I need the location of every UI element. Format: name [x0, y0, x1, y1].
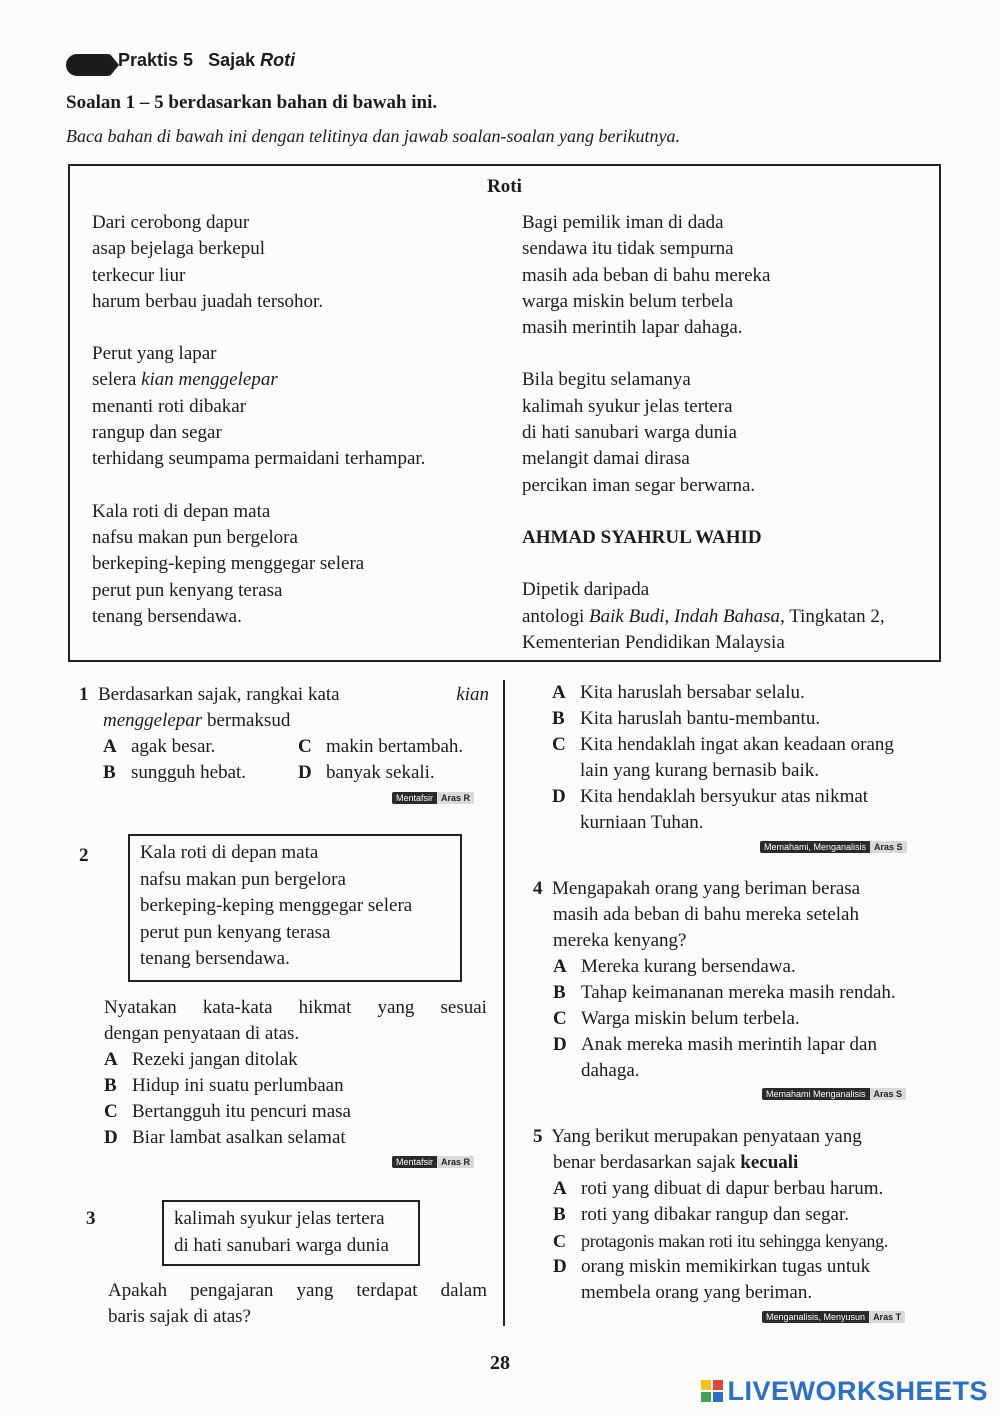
question-number: 3	[86, 1208, 96, 1229]
question-number: 5	[533, 1126, 543, 1147]
poem-line: kalimah syukur jelas tertera	[522, 395, 733, 417]
question-text: kian	[456, 684, 489, 705]
question-1: 1 Berdasarkan sajak, rangkai kata kian menggelepar bermaksud A agak besar. C makin bertambah. B sungguh hebat. D banyak sekali.	[79, 682, 489, 786]
answer-option-c[interactable]: C protagonis makan roti itu sehingga kenyang.	[553, 1231, 889, 1251]
question-text: benar berdasarkan sajak kecuali	[553, 1152, 799, 1173]
question-3-stem	[108, 1278, 487, 1330]
question-text: Apakah pengajaran yang terdapat dalam	[108, 1280, 487, 1301]
poem-line: berkeping-keping menggegar selera	[92, 553, 365, 575]
poem-line: selera kian menggelepar	[92, 369, 278, 391]
quote-line: perut pun kenyang terasa	[140, 921, 331, 943]
poem-line: menanti roti dibakar	[92, 395, 247, 417]
answer-row	[79, 734, 489, 760]
question-number: 4	[533, 878, 543, 899]
quote-line: tenang bersendawa.	[140, 948, 290, 969]
question-number: 1	[79, 684, 89, 705]
question-text: masih ada beban di bahu mereka setelah	[553, 904, 859, 925]
poem-line: terkecur liur	[92, 264, 186, 286]
answer-option-c[interactable]: C Warga miskin belum terbela.	[553, 1008, 800, 1029]
answer-option-b[interactable]: B sungguh hebat.	[103, 762, 247, 783]
quote-line: kalimah syukur jelas tertera	[174, 1208, 385, 1229]
question-5	[533, 1124, 940, 1306]
answer-option-b[interactable]: B Hidup ini suatu perlumbaan	[104, 1075, 344, 1096]
answer-row	[79, 760, 489, 786]
poem-line: perut pun kenyang terasa	[92, 579, 283, 601]
skill-tag: Memahami Menganalisis Aras S	[762, 1088, 906, 1100]
section-marker-icon	[66, 54, 110, 76]
question-4	[533, 876, 940, 1084]
poem-box	[68, 164, 941, 662]
quote-box	[128, 834, 462, 982]
answer-option-b[interactable]: B Tahap keimananan mereka masih rendah.	[553, 982, 896, 1003]
page-number: 28	[490, 1352, 510, 1374]
answer-option-c[interactable]: C Bertangguh itu pencuri masa	[104, 1101, 351, 1122]
question-number: 2	[79, 845, 89, 866]
answer-option-a[interactable]: A Mereka kurang bersendawa.	[553, 956, 796, 977]
quote-line: berkeping-keping menggegar selera	[140, 895, 413, 916]
brand-logo[interactable]	[701, 1376, 988, 1407]
instruction-text: Baca bahan di bawah ini dengan telitinya dan jawab soalan-soalan yang berikutnya.	[66, 126, 680, 146]
question-text: baris sajak di atas?	[108, 1306, 251, 1327]
quote-line: di hati sanubari warga dunia	[174, 1234, 389, 1256]
poem-line: sendawa itu tidak sempurna	[522, 238, 734, 260]
skill-tag: Mentafsir Aras R	[392, 1156, 474, 1168]
answer-option-d[interactable]: D Kita hendaklah bersyukur atas nikmat	[552, 786, 869, 807]
poem-source: Kementerian Pendidikan Malaysia	[522, 631, 785, 653]
skill-tag: Memahami, Menganalisis Aras S	[760, 841, 907, 853]
skill-tag: Menganalisis, Menyusun Aras T	[762, 1311, 905, 1323]
poem-line: warga miskin belum terbela	[522, 290, 734, 312]
poem-line: tenang bersendawa.	[92, 605, 242, 627]
poem-line: Perut yang lapar	[92, 343, 217, 365]
answer-option-a[interactable]: A Kita haruslah bersabar selalu.	[552, 682, 805, 703]
answer-option-a[interactable]: A roti yang dibuat di dapur berbau harum.	[553, 1178, 884, 1199]
quote-box	[162, 1200, 420, 1266]
question-3-options	[552, 680, 940, 836]
poem-line: di hati sanubari warga dunia	[522, 422, 737, 444]
skill-tag: Mentafsir Aras R	[392, 792, 474, 804]
section-title: Praktis 5 Sajak Roti	[118, 50, 296, 70]
poem-line: Kala roti di depan mata	[92, 500, 271, 522]
quote-line: nafsu makan pun bergelora	[140, 868, 346, 890]
poem-source: Dipetik daripada	[522, 579, 650, 601]
poem-line: harum berbau juadah tersohor.	[92, 290, 324, 312]
answer-option-a[interactable]: A agak besar.	[103, 736, 216, 757]
poem-line: Dari cerobong dapur	[92, 212, 250, 233]
poem-line: terhidang seumpama permaidani terhampar.	[92, 448, 426, 470]
answer-option-d[interactable]: D orang miskin memikirkan tugas untuk	[553, 1256, 871, 1277]
poem-line: melangit damai dirasa	[522, 448, 690, 470]
quote-line: Kala roti di depan mata	[140, 842, 319, 863]
question-2	[104, 995, 487, 1151]
poem-line: percikan iman segar berwarna.	[522, 474, 756, 496]
poem-line: asap bejelaga berkepul	[92, 238, 266, 260]
answer-option-d-cont: kurniaan Tuhan.	[580, 812, 704, 833]
instruction-heading: Soalan 1 – 5 berdasarkan bahan di bawah ini.	[66, 92, 438, 113]
question-text: Yang berikut merupakan penyataan yang	[551, 1126, 862, 1147]
poem-column-left	[92, 210, 425, 630]
answer-option-b[interactable]: B roti yang dibakar rangup dan segar.	[553, 1204, 850, 1225]
poem-line: masih merintih lapar dahaga.	[522, 317, 743, 339]
poem-author: AHMAD SYAHRUL WAHID	[522, 526, 762, 548]
answer-option-d-cont: dahaga.	[581, 1060, 640, 1081]
poem-column-right	[522, 210, 885, 656]
question-text: Nyatakan kata-kata hikmat yang sesuai	[104, 997, 487, 1018]
question-text: mereka kenyang?	[553, 930, 687, 951]
column-divider	[503, 680, 505, 1326]
poem-source: antologi Baik Budi, Indah Bahasa, Tingkatan 2,	[522, 605, 885, 627]
poem-line: Bila begitu selamanya	[522, 369, 691, 391]
poem-line: nafsu makan pun bergelora	[92, 526, 298, 548]
answer-option-d[interactable]: D Anak mereka masih merintih lapar dan	[553, 1034, 877, 1055]
answer-option-d[interactable]: D Biar lambat asalkan selamat	[104, 1127, 346, 1148]
question-text: Berdasarkan sajak, rangkai kata	[98, 684, 340, 705]
poem-line: Bagi pemilik iman di dada	[522, 212, 724, 233]
liveworksheets-icon	[701, 1380, 723, 1402]
poem-line: rangup dan segar	[92, 422, 222, 444]
answer-option-c[interactable]: C makin bertambah.	[298, 736, 464, 757]
poem-title: Roti	[487, 176, 522, 197]
answer-option-c[interactable]: C Kita hendaklah ingat akan keadaan orang	[552, 734, 894, 755]
question-text: Mengapakah orang yang beriman berasa	[552, 878, 861, 899]
brand-text: LIVEWORKSHEETS	[727, 1376, 988, 1406]
answer-option-a[interactable]: A Rezeki jangan ditolak	[104, 1049, 298, 1070]
answer-option-d[interactable]: D banyak sekali.	[298, 762, 435, 783]
answer-option-c-cont: lain yang kurang bernasib baik.	[580, 760, 820, 781]
question-text: dengan penyataan di atas.	[104, 1023, 300, 1044]
answer-option-b[interactable]: B Kita haruslah bantu-membantu.	[552, 708, 821, 729]
answer-option-d-cont: membela orang yang beriman.	[581, 1282, 813, 1303]
poem-line: masih ada beban di bahu mereka	[522, 264, 771, 286]
